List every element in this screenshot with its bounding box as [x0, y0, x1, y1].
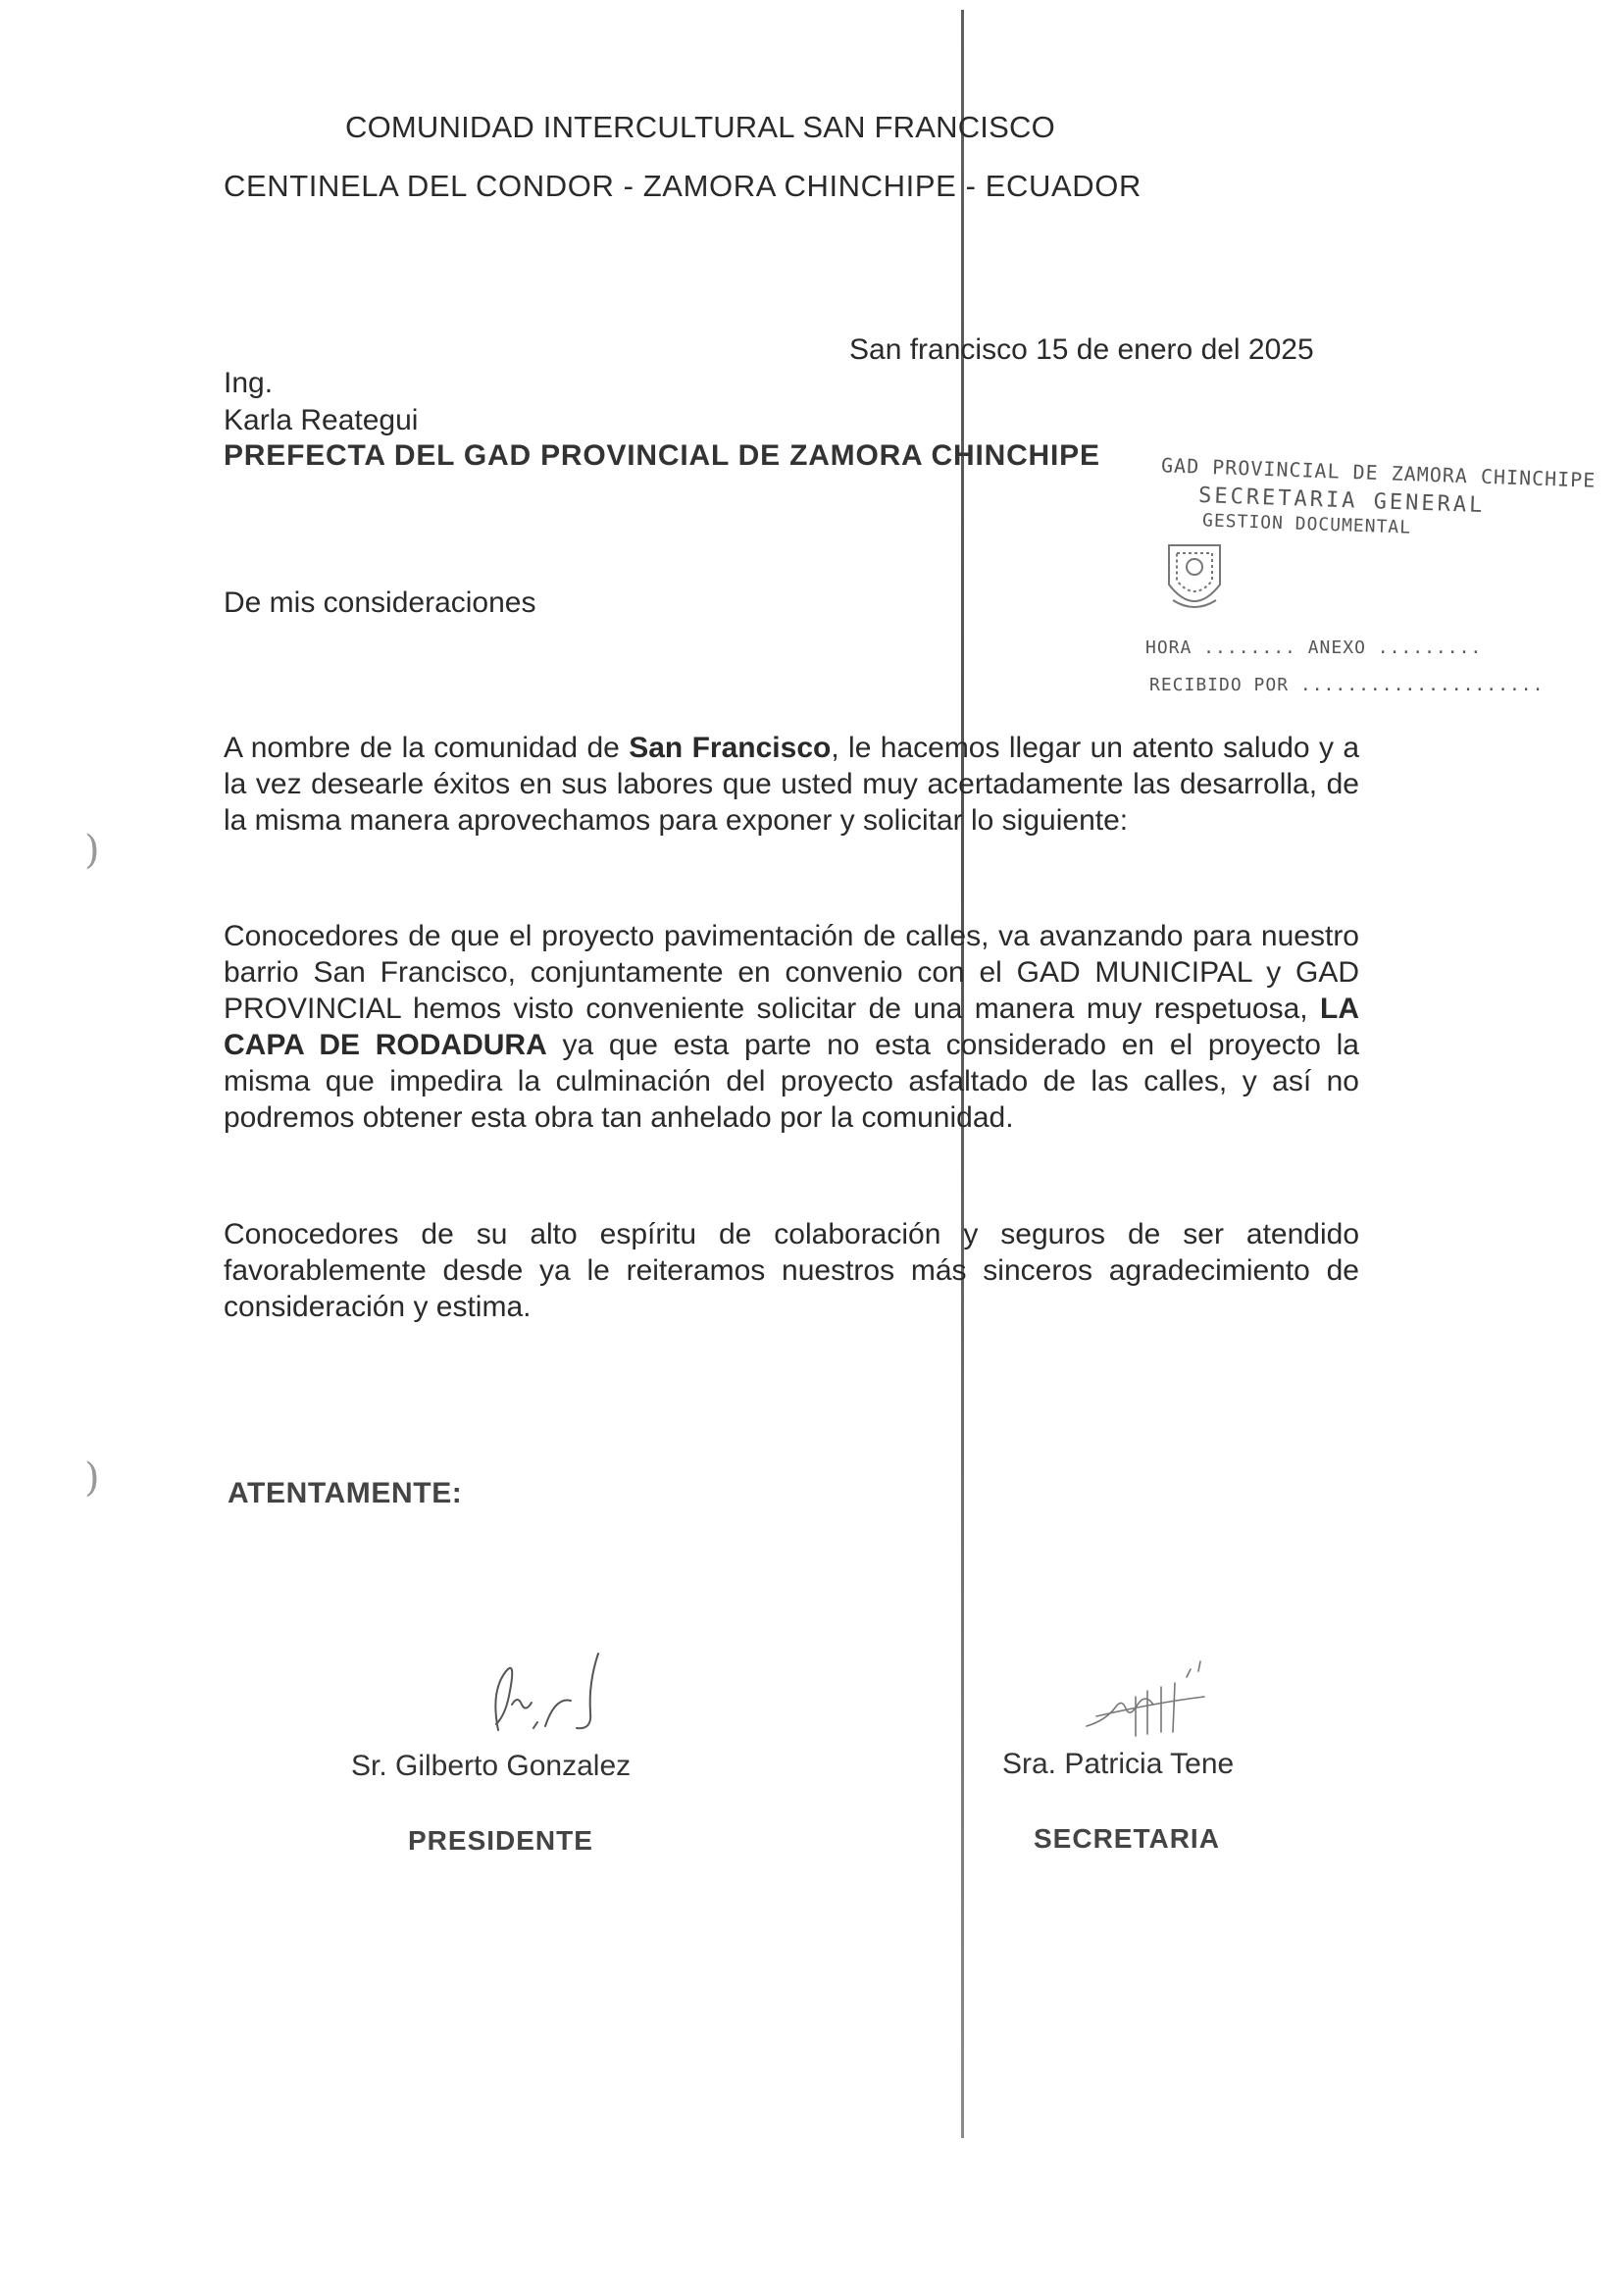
- letterhead-line-1: COMUNIDAD INTERCULTURAL SAN FRANCISCO: [345, 110, 1055, 144]
- stamp-hora-line: HORA ........ ANEXO .........: [1145, 637, 1483, 658]
- paragraph-2-rest: ya que esta parte no esta considerado en el proyecto la misma que impedira la culminación del proyecto asfaltado de las calles, y así no podremos obtener esta obra tan anhelado por la comunidad.: [224, 1029, 1359, 1134]
- stamp-recibido-line: RECIBIDO POR .....................: [1149, 675, 1545, 695]
- punch-hole-mark-bottom: ): [84, 1455, 100, 1501]
- stamp-department: SECRETARIA GENERAL: [1197, 483, 1486, 519]
- punch-hole-mark-top: ): [84, 828, 100, 873]
- paragraph-1-rest: , le hacemos llegar un atento saludo y a la vez desearle éxitos en sus labores que usted muy acertadamente las desarrolla, de la misma manera aprovechamos para exponer y solicitar lo siguiente:: [224, 732, 1360, 837]
- greeting: De mis consideraciones: [224, 586, 536, 619]
- paragraph-2: [224, 918, 1359, 1136]
- paragraph-1-intro: A nombre de la comunidad de: [224, 732, 630, 764]
- recipient-title: Ing.: [224, 367, 274, 399]
- recipient-position: PREFECTA DEL GAD PROVINCIAL DE ZAMORA CHINCHIPE: [224, 439, 1100, 472]
- secretary-name: Sra. Patricia Tene: [1002, 1748, 1235, 1780]
- paragraph-3: Conocedores de su alto espíritu de colaboración y seguros de ser atendido favorablemente desde ya le reiteramos nuestros más sinceros agradecimiento de consideración y estima.: [224, 1218, 1359, 1323]
- stamp-institution: GAD PROVINCIAL DE ZAMORA CHINCHIPE: [1160, 453, 1597, 492]
- stamp-section: GESTION DOCUMENTAL: [1201, 510, 1412, 538]
- letter-date: San francisco 15 de enero del 2025: [849, 333, 1314, 366]
- community-name: San Francisco: [629, 732, 832, 764]
- stamp-seal-icon: [1163, 539, 1226, 624]
- paragraph-1: [224, 730, 1359, 839]
- president-name: Sr. Gilberto Gonzalez: [351, 1750, 632, 1782]
- letterhead-line-2: CENTINELA DEL CONDOR - ZAMORA CHINCHIPE - ECUADOR: [224, 169, 1142, 203]
- secretary-signature: [1077, 1657, 1243, 1746]
- president-role: PRESIDENTE: [408, 1825, 593, 1856]
- recipient-name: Karla Reategui: [224, 404, 419, 436]
- president-signature: [469, 1636, 635, 1744]
- secretary-role: SECRETARIA: [1034, 1823, 1220, 1854]
- closing: ATENTAMENTE:: [228, 1477, 463, 1509]
- request-highlight: LA CAPA DE RODADURA: [224, 993, 1359, 1061]
- reception-stamp: [1145, 453, 1597, 716]
- paragraph-2-intro: Conocedores de que el proyecto pavimentación de calles, va avanzando para nuestro barrio San Francisco, conjuntamente en convenio con el GAD MUNICIPAL y GAD PROVINCIAL hemos visto conveniente solicitar de una manera muy respetuosa,: [224, 920, 1359, 1025]
